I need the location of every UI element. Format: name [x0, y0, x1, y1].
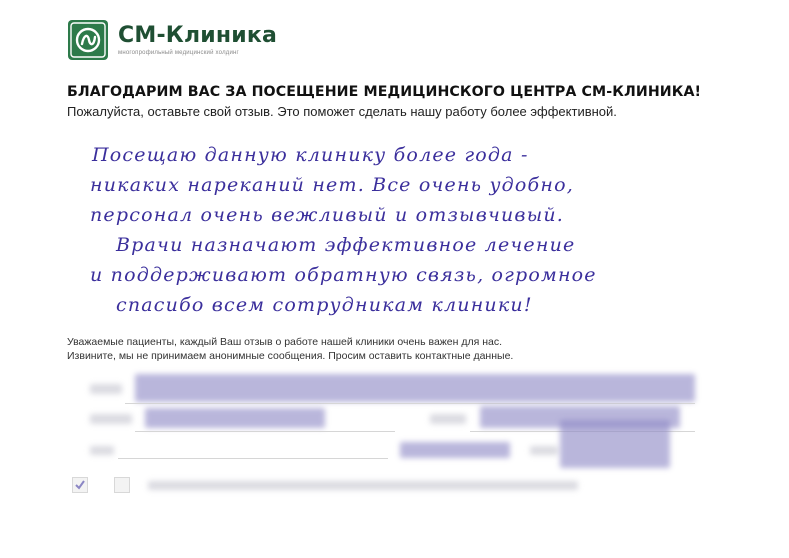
page-subtitle: Пожалуйста, оставьте свой отзыв. Это поможет сделать нашу работу более эффективной.: [67, 104, 617, 119]
field-rule: [125, 403, 695, 404]
redacted-label: [90, 414, 132, 424]
redacted-label: [530, 446, 558, 455]
field-rule: [118, 458, 388, 459]
handwritten-review: [80, 140, 700, 320]
notice-text: Извините, мы не принимаем анонимные сообщения. Просим оставить контактные данные.: [67, 350, 514, 362]
review-line: Врачи назначают эффективное лечение: [116, 234, 576, 256]
redacted-name: [135, 374, 695, 402]
page-title: БЛАГОДАРИМ ВАС ЗА ПОСЕЩЕНИЕ МЕДИЦИНСКОГО ЦЕНТРА СМ-КЛИНИКА!: [67, 84, 702, 100]
checkbox-checked-icon[interactable]: [72, 477, 88, 493]
redacted-label: [430, 414, 466, 424]
review-line: спасибо всем сотрудникам клиники!: [116, 294, 533, 316]
review-line: персонал очень вежливый и отзывчивый.: [90, 204, 565, 226]
logo-icon: [68, 20, 108, 60]
brand-tagline: многопрофильный медицинский холдинг: [118, 50, 239, 56]
redacted-consent-text: [148, 481, 578, 490]
field-rule: [135, 431, 395, 432]
review-line: Посещаю данную клинику более года -: [92, 144, 529, 166]
redacted-phone: [145, 408, 325, 428]
redacted-signature: [560, 420, 670, 468]
review-line: и поддерживают обратную связь, огромное: [90, 264, 597, 286]
brand-logo: [68, 20, 277, 60]
redacted-date: [400, 442, 510, 458]
brand-name: СМ-Клиника: [118, 23, 278, 48]
notice-text: Уважаемые пациенты, каждый Ваш отзыв о работе нашей клиники очень важен для нас.: [67, 336, 503, 348]
checkbox-empty-icon[interactable]: [114, 477, 130, 493]
review-line: никаких нареканий нет. Все очень удобно,: [90, 174, 574, 196]
redacted-label: [90, 446, 114, 455]
redacted-label: [90, 384, 122, 394]
